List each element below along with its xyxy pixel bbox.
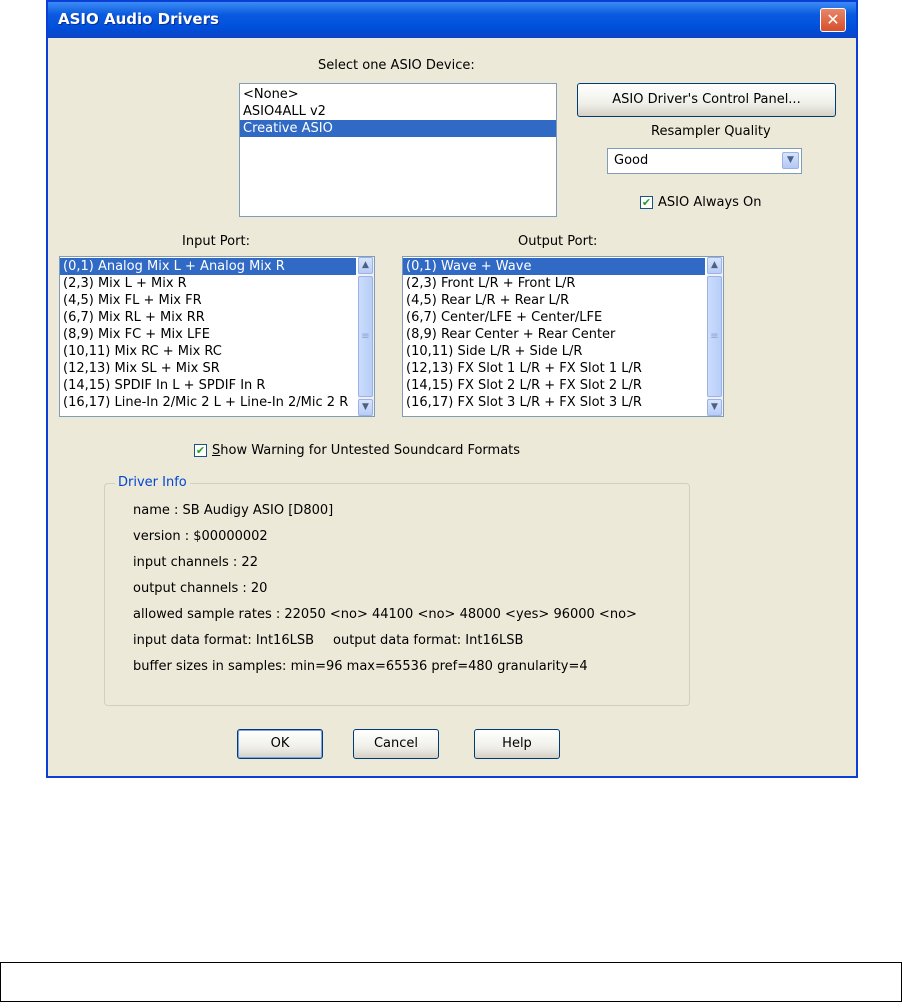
cancel-button[interactable]: Cancel (353, 729, 439, 759)
list-item[interactable]: (6,7) Mix RL + Mix RR (63, 310, 205, 325)
driver-info-title: Driver Info (115, 475, 190, 490)
list-item[interactable]: (4,5) Rear L/R + Rear L/R (406, 293, 570, 308)
empty-frame (0, 962, 902, 1002)
list-item[interactable]: ASIO4ALL v2 (243, 104, 326, 119)
driver-version: version : $00000002 (133, 529, 268, 544)
check-icon[interactable]: ✔ (195, 444, 206, 457)
device-label: Select one ASIO Device: (318, 58, 475, 73)
list-item[interactable]: (10,11) Mix RC + Mix RC (63, 344, 222, 359)
list-item[interactable]: (16,17) FX Slot 3 L/R + FX Slot 3 L/R (406, 395, 642, 410)
close-icon: ✕ (826, 10, 840, 29)
resampler-value: Good (614, 153, 649, 168)
scroll-down-icon[interactable]: ▼ (358, 399, 373, 416)
output-data-format: output data format: Int16LSB (333, 633, 524, 648)
output-port-listbox[interactable] (402, 256, 724, 417)
grip-icon: ≡ (361, 331, 370, 342)
list-item[interactable]: (4,5) Mix FL + Mix FR (63, 293, 202, 308)
list-item[interactable]: (8,9) Rear Center + Rear Center (406, 327, 616, 342)
list-item[interactable]: (2,3) Mix L + Mix R (63, 276, 187, 291)
show-warning-mnemonic: S (212, 443, 221, 458)
list-item[interactable]: (0,1) Analog Mix L + Analog Mix R (60, 258, 356, 275)
driver-info-group (104, 475, 690, 706)
list-item[interactable]: (14,15) FX Slot 2 L/R + FX Slot 2 L/R (406, 378, 642, 393)
device-listbox[interactable] (239, 83, 557, 217)
list-item[interactable]: (16,17) Line-In 2/Mic 2 L + Line-In 2/Mic 2 R (63, 395, 349, 410)
driver-name: name : SB Audigy ASIO [D800] (133, 503, 334, 518)
scroll-thumb[interactable] (707, 276, 722, 397)
ok-button[interactable]: OK (237, 729, 323, 759)
control-panel-button[interactable]: ASIO Driver's Control Panel... (577, 83, 836, 117)
list-item[interactable]: (2,3) Front L/R + Front L/R (406, 276, 576, 291)
output-port-label: Output Port: (518, 234, 598, 249)
list-item[interactable]: (6,7) Center/LFE + Center/LFE (406, 310, 603, 325)
resampler-select[interactable] (607, 148, 802, 174)
window-title: ASIO Audio Drivers (58, 10, 219, 28)
scroll-thumb[interactable] (358, 276, 373, 397)
check-icon[interactable]: ✔ (641, 196, 652, 209)
help-button[interactable]: Help (474, 729, 560, 759)
input-channels: input channels : 22 (133, 555, 258, 570)
resampler-label: Resampler Quality (651, 124, 771, 139)
asio-drivers-dialog (46, 0, 858, 778)
title-bar[interactable] (48, 2, 856, 38)
list-item[interactable]: Creative ASIO (240, 120, 556, 137)
list-item[interactable]: (12,13) FX Slot 1 L/R + FX Slot 1 L/R (406, 361, 642, 376)
output-channels: output channels : 20 (133, 581, 268, 596)
asio-always-on-label: ASIO Always On (658, 195, 762, 210)
buffer-sizes: buffer sizes in samples: min=96 max=65536 pref=480 granularity=4 (133, 659, 588, 674)
input-data-format: input data format: Int16LSB (133, 633, 314, 648)
list-item[interactable]: (0,1) Wave + Wave (403, 258, 705, 275)
input-port-scrollbar[interactable] (358, 257, 374, 416)
close-button[interactable] (820, 8, 846, 32)
scroll-up-icon[interactable]: ▲ (707, 257, 722, 274)
sample-rates: allowed sample rates : 22050 <no> 44100 <no> 48000 <yes> 96000 <no> (133, 607, 637, 622)
grip-icon: ≡ (710, 331, 719, 342)
show-warning-label (212, 443, 520, 458)
input-port-listbox[interactable] (59, 256, 375, 417)
list-item[interactable]: (14,15) SPDIF In L + SPDIF In R (63, 378, 266, 393)
list-item[interactable]: (10,11) Side L/R + Side L/R (406, 344, 583, 359)
scroll-up-icon[interactable]: ▲ (358, 257, 373, 274)
list-item[interactable]: (12,13) Mix SL + Mix SR (63, 361, 220, 376)
show-warning-label-rest: how Warning for Untested Soundcard Formats (220, 443, 521, 458)
list-item[interactable]: <None> (243, 87, 299, 102)
output-port-scrollbar[interactable] (707, 257, 723, 416)
chevron-down-icon[interactable]: ▼ (782, 152, 799, 169)
scroll-down-icon[interactable]: ▼ (707, 399, 722, 416)
list-item[interactable]: (8,9) Mix FC + Mix LFE (63, 327, 210, 342)
input-port-label: Input Port: (182, 234, 250, 249)
